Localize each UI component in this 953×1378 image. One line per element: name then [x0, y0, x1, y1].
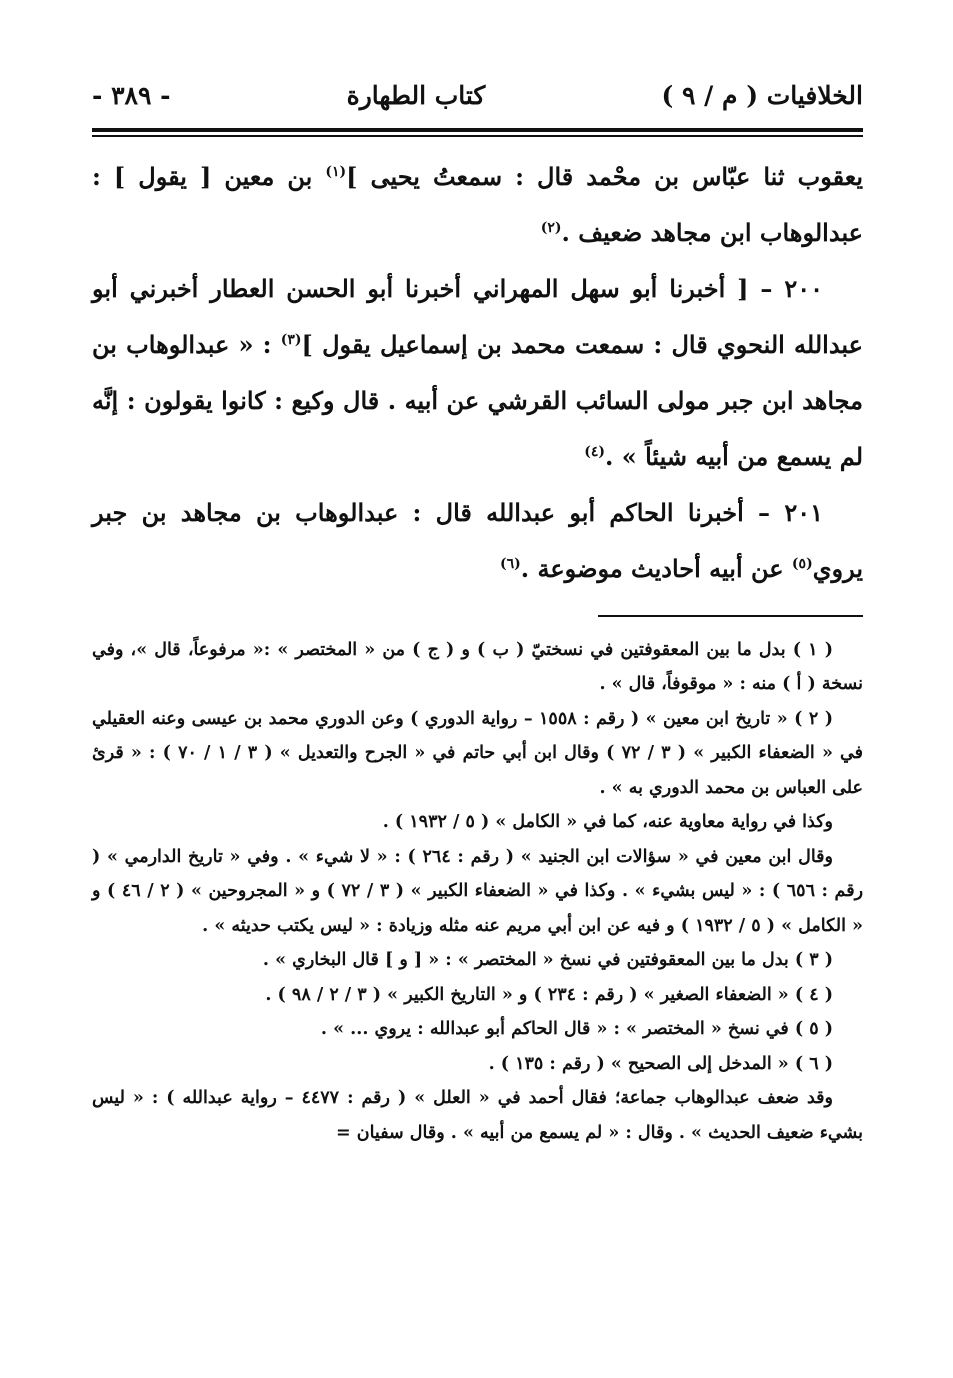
main-text [92, 149, 863, 597]
footnote-1: ( ١ ) بدل ما بين المعقوفتين في نسختيّ ( ب ) و ( ج ) من « المختصر » :« مرفوعاً، قال »، وفي نسخة ( أ ) منه : « موقوفاً، قال » . [92, 639, 863, 694]
book-title: الخلافيات ( م / ٩ ) [661, 80, 863, 110]
footnote-2: ( ٢ ) « تاريخ ابن معين » ( رقم : ١٥٥٨ – رواية الدوري ) وعن الدوري محمد بن عيسى وعنه العقيلي في « الضعفاء الكبير » ( ٣ / ٧٢ ) وقال ابن أبي حاتم في « الجرح والتعديل » ( ٣ / ١ / ٧٠ ) : « قرئ على العباس بن محمد الدوري به » . [92, 708, 863, 798]
footnote-2-cont-2: وقال ابن معين في « سؤالات ابن الجنيد » ( رقم : ٢٦٤ ) : « لا شيء » . وفي « تاريخ الدارمي » ( رقم : ٦٥٦ ) : « ليس بشيء » . وكذا في « الضعفاء الكبير » ( ٣ / ٧٢ ) و « المجروحين » ( ٢ / ٤٦ ) و « الكامل » ( ٥ / ١٩٣٢ ) و فيه عن ابن أبي مريم عنه مثله وزيادة : « ليس يكتب حديثه » . [92, 846, 864, 936]
footnote-2-cont-1: وكذا في رواية معاوية عنه، كما في « الكامل » ( ٥ / ١٩٣٢ ) . [382, 812, 833, 832]
header-rule-thick [92, 128, 863, 132]
footnote-5: ( ٥ ) في نسخ « المختصر » : « قال الحاكم أبو عبدالله : يروي ... » . [320, 1019, 833, 1039]
p3-text-a: ٢٠١ – أخبرنا الحاكم أبو عبدالله قال : عبدالوهاب بن مجاهد بن جبر يروي [92, 497, 863, 583]
footnote-ref-4: (٤) [584, 443, 605, 460]
p1-text-a: يعقوب ثنا عبّاس بن محْمد قال : سمعتُ يحيى ] [346, 161, 863, 191]
footnotes [92, 633, 863, 1151]
chapter-title: كتاب الطهارة [346, 80, 486, 110]
footnote-4: ( ٤ ) « الضعفاء الصغير » ( رقم : ٢٣٤ ) و « التاريخ الكبير » ( ٣ / ٢ / ٩٨ ) . [265, 984, 833, 1005]
p3-text-b: عن أبيه أحاديث موضوعة . [520, 553, 792, 583]
footnote-6: ( ٦ ) « المدخل إلى الصحيح » ( رقم : ١٣٥ ) . [488, 1053, 833, 1074]
paragraph-1 [92, 149, 863, 261]
paragraph-200 [92, 261, 863, 485]
footnote-ref-5: (٥) [791, 555, 813, 572]
header-rule-thin [92, 135, 863, 137]
p1-text-b: بن معين [ يقول ] : عبدالوهاب ابن مجاهد ضعيف . [92, 161, 863, 247]
page-header [92, 70, 863, 120]
footnote-separator [598, 615, 863, 617]
paragraph-201 [92, 485, 863, 597]
footnote-6-cont: وقد ضعف عبدالوهاب جماعة؛ فقال أحمد في « العلل » ( رقم : ٤٤٧٧ – رواية عبدالله ) : « ليس بشيء ضعيف الحديث » . وقال : « لم يسمع من أبيه » . وقال سفيان = [92, 1088, 863, 1143]
footnote-ref-6: (٦) [499, 555, 521, 572]
page-number: - ٣٨٩ - [92, 80, 171, 110]
footnote-ref-1: (١) [325, 163, 347, 180]
p2-text-a: ٢٠٠ – [ أخبرنا أبو سهل المهراني أخبرنا أبو الحسن العطار أخبرني أبو عبدالله النحوي قال : سمعت محمد بن إسماعيل يقول ] [92, 273, 863, 359]
footnote-3: ( ٣ ) بدل ما بين المعقوفتين في نسخ « المختصر » : « [ و ] قال البخاري » . [262, 950, 833, 970]
footnote-ref-2: (٢) [540, 219, 562, 236]
footnote-ref-3: (٣) [280, 331, 302, 348]
p2-text-b: : « عبدالوهاب بن مجاهد ابن جبر مولى السائب القرشي عن أبيه . قال وكيع : كانوا يقولون : إنَّه لم يسمع من أبيه شيئاً » . [92, 329, 863, 471]
